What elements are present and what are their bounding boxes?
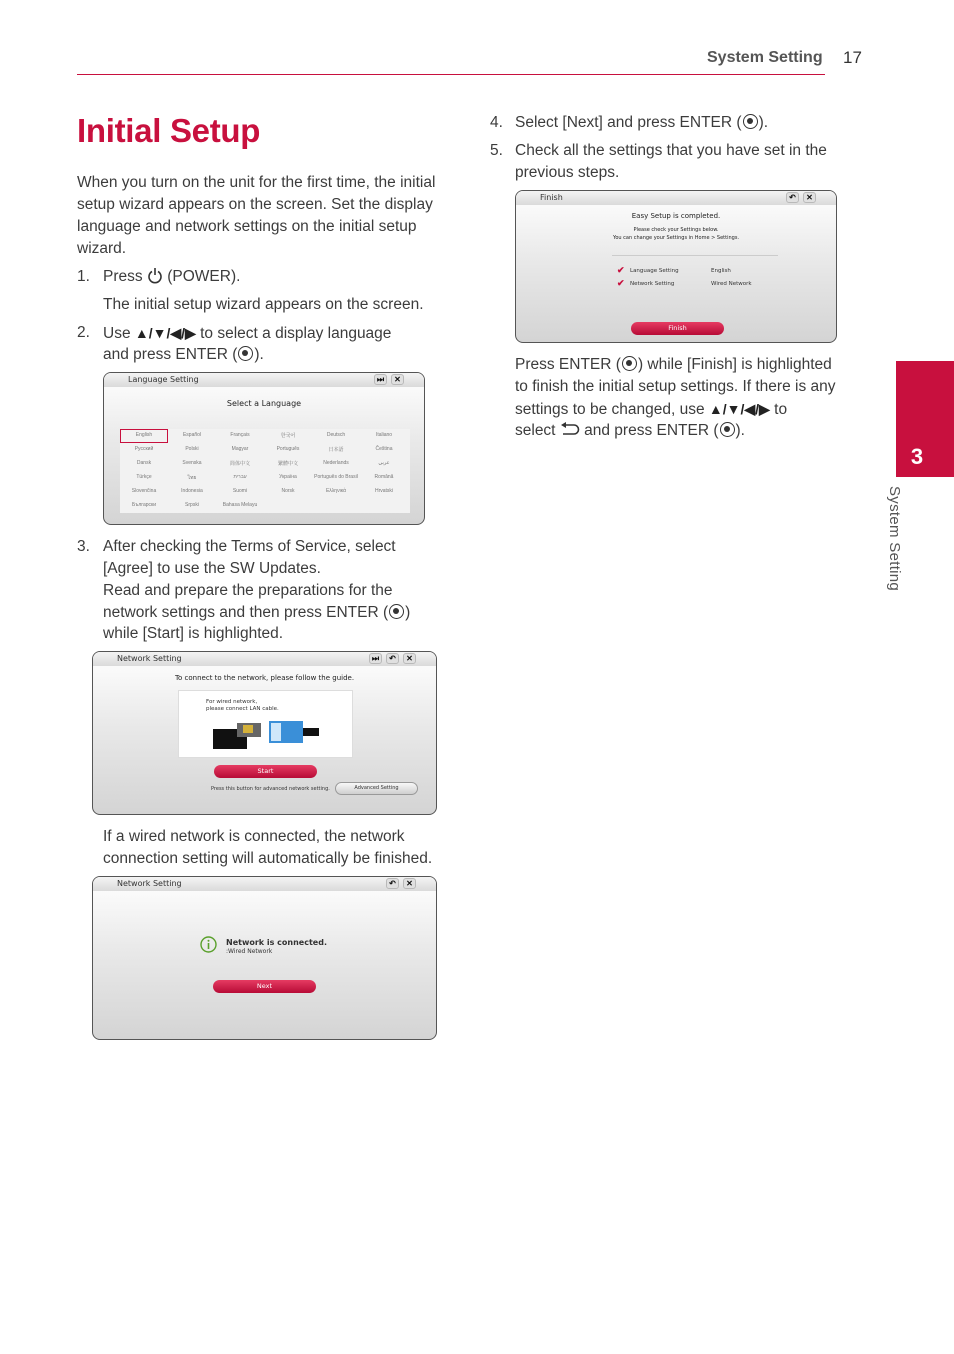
language-option[interactable]: Magyar [231, 446, 249, 452]
step-2-text-b: to select a display language [200, 325, 392, 342]
finish-text-3b: to [774, 401, 788, 418]
language-option[interactable]: Čeština [375, 446, 393, 452]
step-3-text-4b: ) [405, 604, 411, 621]
step-1-text-b: (POWER). [167, 268, 241, 285]
language-option[interactable]: Norsk [281, 488, 295, 494]
finish-text-1a: Press ENTER ( [515, 356, 621, 373]
connected-type: :Wired Network [226, 948, 273, 955]
language-option[interactable]: 繁體中文 [277, 461, 298, 467]
language-option[interactable]: ไทย [187, 475, 197, 481]
language-option[interactable]: Svenska [182, 460, 202, 466]
chapter-tab [896, 361, 954, 477]
language-option[interactable]: עברית [233, 474, 247, 480]
lan-guide-line-1: For wired network, [206, 699, 258, 705]
screen-title: Language Setting [128, 375, 199, 384]
screen-icon-group [369, 653, 416, 664]
direction-arrows-icon: ▲/▼/◀/▶ [708, 401, 770, 417]
language-option[interactable]: Русский [134, 446, 154, 452]
step-2-line-2 [103, 344, 264, 366]
enter-icon [622, 356, 637, 371]
enter-icon [389, 604, 404, 619]
language-option[interactable]: Polski [185, 446, 199, 452]
finish-para-line-3 [515, 398, 787, 421]
start-button[interactable]: Start [214, 765, 317, 778]
next-button[interactable]: Next [213, 980, 316, 993]
language-option[interactable]: عربي [378, 460, 390, 466]
back-icon: ↶ [386, 878, 399, 889]
running-header-section: System Setting [707, 49, 823, 66]
enter-icon [720, 422, 735, 437]
close-icon: ✕ [403, 653, 416, 664]
step-3-line-2: [Agree] to use the SW Updates. [103, 560, 321, 577]
finish-row-1-label: Language Setting [630, 268, 679, 274]
step-1-text [103, 266, 240, 288]
finish-para-line-1 [515, 354, 832, 376]
page-title: Initial Setup [77, 112, 261, 149]
finish-divider [612, 255, 778, 256]
finish-text-4c: ). [735, 422, 745, 439]
header-divider [77, 74, 825, 75]
screen-title: Finish [540, 193, 563, 202]
screen-heading: To connect to the network, please follow the guide. [174, 674, 355, 682]
step-5-number: 5. [490, 142, 503, 159]
close-icon: ✕ [391, 374, 404, 385]
screen-icon-group [786, 192, 816, 203]
back-icon: ↶ [386, 653, 399, 664]
finish-row-2-label: Network Setting [630, 281, 675, 287]
finish-row-2-value: Wired Network [711, 281, 752, 287]
step-3-text-4a: network settings and then press ENTER ( [103, 604, 389, 621]
finish-heading: Easy Setup is completed. [631, 212, 721, 220]
lan-guide-line-2: please connect LAN cable. [206, 706, 279, 712]
info-icon [200, 936, 217, 953]
step-2-line-1 [103, 322, 391, 345]
language-option[interactable]: Deutsch [326, 432, 346, 438]
chapter-label: System Setting [886, 486, 903, 592]
page-number: 17 [843, 48, 862, 67]
language-option[interactable]: Español [182, 432, 202, 438]
check-icon: ✔ [617, 265, 625, 275]
language-option[interactable]: Nederlands [323, 460, 349, 466]
advanced-note: Press this button for advanced network setting. [211, 786, 330, 792]
finish-text-3a: settings to be changed, use [515, 401, 705, 418]
language-option[interactable]: Italiano [375, 432, 393, 438]
language-option[interactable]: Bahasa Melayu [222, 502, 258, 508]
close-icon: ✕ [403, 878, 416, 889]
screen-icon-group [386, 878, 416, 889]
step-4-text-b: ). [758, 114, 769, 131]
step-5-line-1: Check all the settings that you have set in the [515, 142, 827, 159]
enter-icon [743, 114, 758, 129]
step-3-line-3: Read and prepare the preparations for the [103, 582, 393, 599]
lan-cable-icon [211, 717, 321, 753]
step-3-line-5: while [Start] is highlighted. [103, 625, 284, 642]
step-4-number: 4. [490, 114, 503, 131]
language-option[interactable]: Hrvatski [374, 488, 394, 494]
connected-message: Network is connected. [226, 938, 327, 947]
step-1-note: The initial setup wizard appears on the screen. [103, 296, 424, 313]
language-option[interactable]: Română [374, 474, 394, 480]
finish-screen [515, 190, 837, 343]
language-option[interactable]: 한국어 [280, 433, 296, 439]
step-2-number: 2. [77, 324, 90, 341]
intro-paragraph: When you turn on the unit for the first time, the initial setup wizard appears on the screen. Set the display language and network settings on the initial setup wizard. [77, 174, 436, 257]
step-3-number: 3. [77, 538, 90, 555]
step-3-line-4 [103, 602, 410, 624]
language-option[interactable]: Dansk [136, 460, 152, 466]
language-option[interactable]: English [135, 432, 153, 438]
language-setting-screen [103, 372, 425, 525]
finish-text-4b: and press ENTER ( [584, 422, 719, 439]
step-5-line-2: previous steps. [515, 164, 620, 181]
enter-icon [238, 346, 253, 361]
power-icon [147, 267, 163, 284]
language-option[interactable]: Ελληνικά [325, 488, 347, 494]
language-option[interactable]: 日本語 [328, 447, 344, 453]
step-3-note-line-1: If a wired network is connected, the network [103, 828, 405, 845]
step-2-text-a: Use [103, 325, 131, 342]
finish-text-4a: select [515, 422, 556, 439]
finish-button[interactable]: Finish [631, 322, 724, 335]
screen-icon-group [374, 374, 404, 385]
skip-icon: ⏭ [374, 374, 387, 385]
network-setting-screen [92, 651, 437, 815]
step-2-text-c: and press ENTER ( [103, 346, 238, 363]
step-3-line-1: After checking the Terms of Service, select [103, 538, 396, 555]
language-option[interactable]: Srpski [185, 502, 199, 508]
language-option[interactable]: Indonesia [181, 488, 203, 494]
language-option[interactable]: Français [230, 432, 250, 438]
screen-title: Network Setting [117, 654, 182, 663]
finish-para-line-4 [515, 420, 745, 442]
finish-sub-1: Please check your Settings below. [633, 227, 719, 233]
language-option[interactable]: Português [276, 446, 300, 452]
check-icon: ✔ [617, 278, 625, 288]
language-option[interactable]: Suomi [232, 488, 248, 494]
step-2-text-d: ). [254, 346, 264, 363]
advanced-setting-button[interactable]: Advanced Setting [335, 782, 418, 795]
language-option[interactable]: 简体中文 [229, 461, 250, 467]
lan-guide-box [178, 690, 353, 758]
step-3-note-line-2: connection setting will automatically be finished. [103, 850, 433, 867]
language-option[interactable]: Български [131, 502, 157, 508]
close-icon: ✕ [803, 192, 816, 203]
direction-arrows-icon: ▲/▼/◀/▶ [134, 325, 196, 341]
step-1-number: 1. [77, 268, 90, 285]
finish-para-line-2: to finish the initial setup settings. If there is any [515, 378, 836, 395]
language-option[interactable]: Português do Brasil [314, 474, 358, 480]
finish-text-1b: ) while [Finish] is highlighted [637, 356, 832, 373]
screen-heading: Select a Language [226, 399, 302, 408]
chapter-number: 3 [910, 444, 924, 469]
back-icon: ↶ [786, 192, 799, 203]
finish-sub-2: You can change your Settings in Home > Settings. [612, 235, 740, 241]
step-1-text-a: Press [103, 268, 143, 285]
step-4-text [515, 112, 768, 134]
language-option[interactable]: Türkçe [136, 474, 152, 480]
step-4-text-a: Select [Next] and press ENTER ( [515, 114, 742, 131]
screen-title: Network Setting [117, 879, 182, 888]
back-icon [560, 422, 580, 438]
finish-row-1-value: English [711, 268, 731, 274]
network-connected-screen [92, 876, 437, 1040]
language-option[interactable]: Україна [279, 474, 297, 480]
skip-icon: ⏭ [369, 653, 382, 664]
language-option[interactable]: Slovenčina [131, 488, 157, 494]
selected-language-highlight [120, 429, 168, 443]
